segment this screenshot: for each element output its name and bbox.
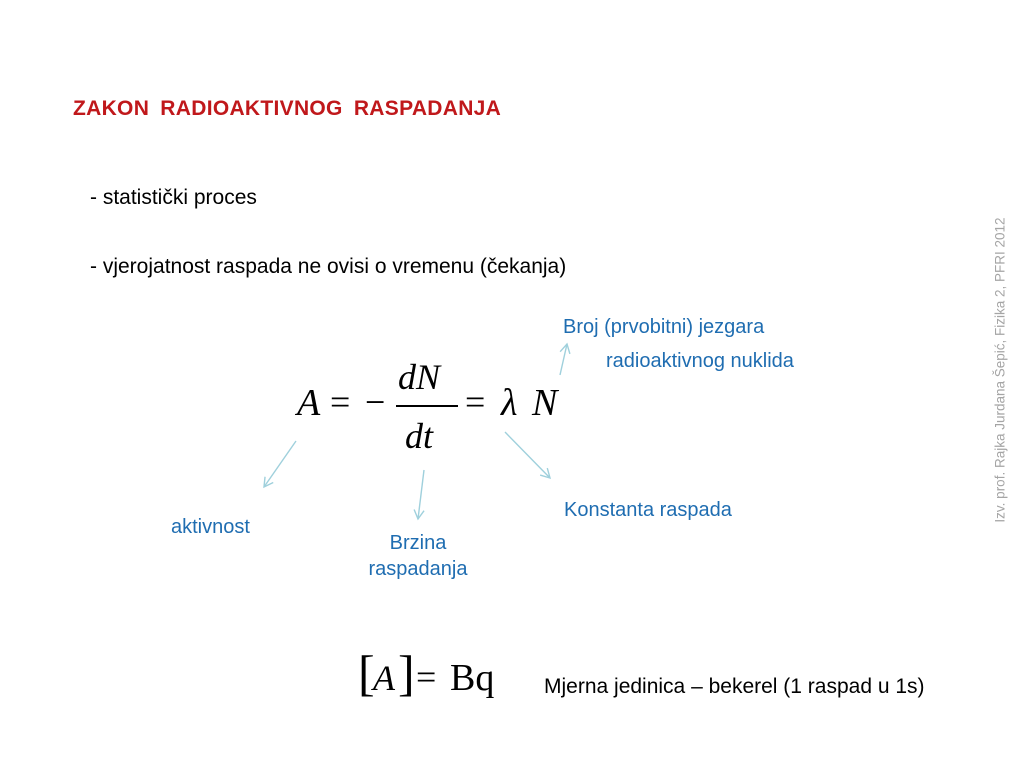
unit-left-bracket: [ [358,645,375,701]
decay-constant-label: Konstanta raspada [564,499,732,521]
arrow-to-decay-constant [505,432,550,478]
equation-minus: − [365,382,386,422]
unit-description: Mjerna jedinica – bekerel (1 raspad u 1s) [544,675,925,698]
unit-activity-symbol: A [373,658,395,698]
decay-rate-label-line2: raspadanja [368,558,468,580]
unit-equals: = [416,657,437,697]
slide-title: ZAKON RADIOAKTIVNOG RASPADANJA [73,97,502,120]
unit-becquerel-symbol: Bq [450,657,495,699]
nuclei-count-label-line2: radioaktivnog nuklida [606,350,794,372]
equation-equals-1: = [330,382,351,422]
activity-label: aktivnost [171,516,250,538]
bullet-probability: - vjerojatnost raspada ne ovisi o vremenu (čekanja) [90,255,567,278]
equation-numerator: dN [398,357,441,397]
arrow-to-nuclei-label [560,344,567,375]
equation-lambda: λ [501,382,518,424]
bullet-statistical-process: - statistički proces [90,186,257,209]
unit-right-bracket: ] [398,645,415,701]
decay-rate-label [355,532,481,581]
nuclei-count-label-line1: Broj (prvobitni) jezgara [563,316,765,338]
equation-activity-symbol: A [297,382,321,424]
author-credit: Izv. prof. Rajka Jurdana Šepić, Fizika 2, PFRI 2012 [992,217,1008,523]
arrow-to-decay-rate [418,470,424,519]
arrow-to-activity [264,441,296,487]
equation-n-symbol: N [532,382,558,424]
equation-equals-2: = [465,382,486,422]
equation-denominator: dt [405,416,434,456]
decay-rate-label-line1: Brzina [389,532,447,554]
